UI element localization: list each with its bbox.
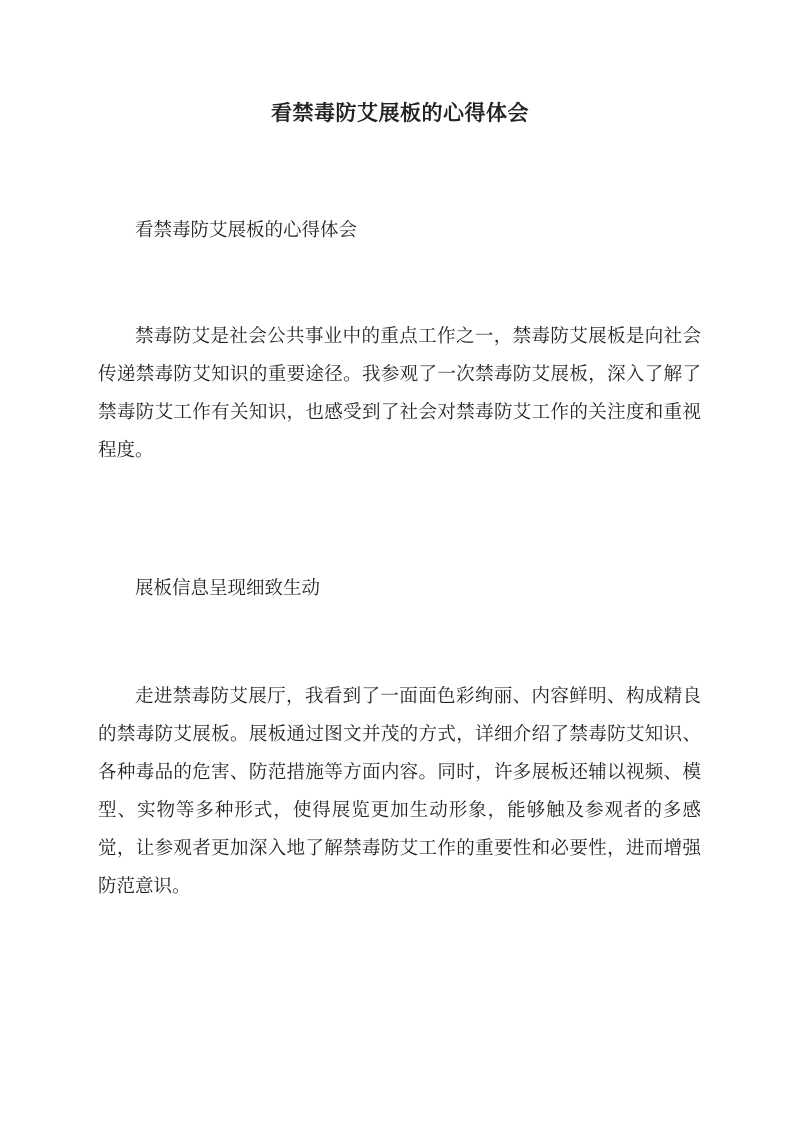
section-subtitle: 看禁毒防艾展板的心得体会: [135, 220, 358, 241]
paragraph-intro: 禁毒防艾是社会公共事业中的重点工作之一，禁毒防艾展板是向社会传递禁毒防艾知识的重要途径。我参观了一次禁毒防艾展板，深入了解了禁毒防艾工作有关知识，也感受到了社会对禁毒防艾工作的关注度和重视程度。: [98, 326, 701, 461]
section-heading: 展板信息呈现细致生动: [135, 578, 321, 599]
paragraph-exhibition: 走进禁毒防艾展厅，我看到了一面面色彩绚丽、内容鲜明、构成精良的禁毒防艾展板。展板通过图文并茂的方式，详细介绍了禁毒防艾知识、各种毒品的危害、防范措施等方面内容。同时，许多展板还辅以视频、模型、实物等多种形式，使得展览更加生动形象，能够触及参观者的多感觉，让参观者更加深入地了解禁毒防艾工作的重要性和必要性，进而增强防范意识。: [98, 686, 701, 897]
document-title: 看禁毒防艾展板的心得体会: [271, 100, 529, 125]
